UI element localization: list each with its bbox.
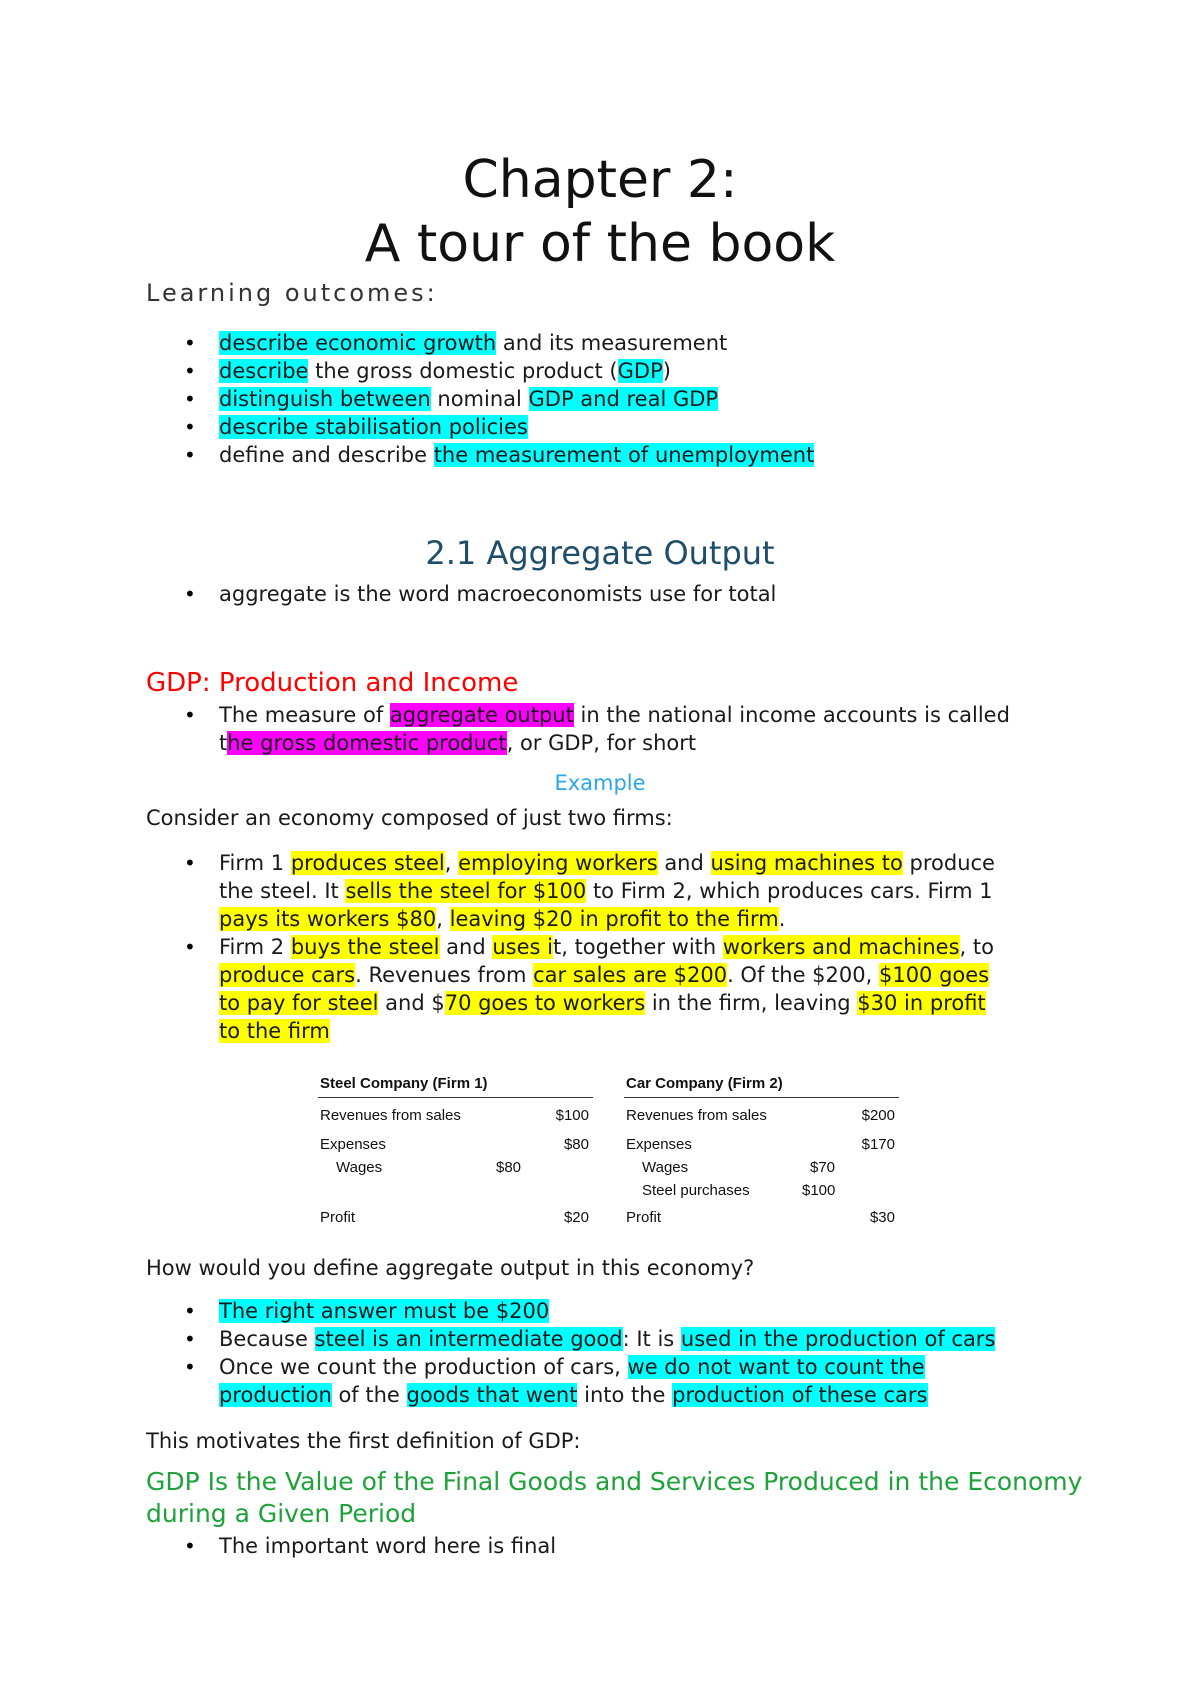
section-heading-aggregate-output: 2.1 Aggregate Output [425, 534, 775, 572]
highlighted-text: pays its workers $80 [219, 907, 437, 931]
highlighted-text: we do not want to count the [627, 1355, 925, 1379]
highlighted-text: leaving $20 in profit to the firm [449, 907, 779, 931]
text-run: . Of the $200, [727, 963, 879, 987]
text-run: t [219, 731, 228, 755]
highlighted-text: describe stabilisation policies [219, 415, 528, 439]
profit-label: Profit [626, 1209, 662, 1226]
revenues-label: Revenues from sales [320, 1107, 461, 1124]
text-run: : It is [622, 1327, 681, 1351]
firm-accounts-figure [318, 1073, 904, 1233]
example-intro: Consider an economy composed of just two firms: [146, 806, 673, 830]
list-item [146, 1297, 995, 1325]
highlighted-text: describe [219, 359, 309, 383]
highlighted-text: production of these cars [672, 1383, 928, 1407]
list-item [146, 877, 995, 905]
highlighted-text: The right answer must be $200 [219, 1299, 550, 1323]
divider [318, 1097, 593, 1098]
highlighted-text: car sales are $200 [533, 963, 728, 987]
chapter-title-line1: Chapter 2: [462, 150, 738, 210]
question-text: How would you define aggregate output in this economy? [146, 1256, 755, 1280]
firm2-list [146, 933, 994, 1045]
expenses-label: Expenses [320, 1136, 386, 1153]
highlighted-text: distinguish between [219, 387, 431, 411]
highlighted-text: uses i [492, 935, 553, 959]
list-item [146, 441, 814, 469]
aggregate-output-list [146, 580, 776, 608]
learning-outcomes-label: Learning outcomes: [146, 279, 438, 307]
highlighted-text: 70 goes to workers [444, 991, 646, 1015]
learning-outcomes-list [146, 329, 814, 469]
list-item [146, 905, 995, 933]
highlighted-text: he gross domestic product [227, 731, 507, 755]
gdp-production-list [146, 701, 1010, 757]
gdp-final-list [146, 1532, 556, 1560]
text-run: Because [219, 1327, 315, 1351]
highlighted-text: production [219, 1383, 332, 1407]
expenses-label: Expenses [626, 1136, 692, 1153]
text-run: The measure of [219, 703, 390, 727]
text-run: in the national income accounts is called [573, 703, 1010, 727]
highlighted-text: used in the production of cars [680, 1327, 996, 1351]
profit-value: $20 [563, 1209, 589, 1226]
wages-value: $70 [810, 1159, 836, 1176]
highlighted-text: produce cars [219, 963, 356, 987]
list-item [146, 357, 814, 385]
text-run: Firm 1 [219, 851, 291, 875]
heading-line: GDP Is the Value of the Final Goods and Services Produced in the Economy [146, 1467, 1083, 1496]
text-run: to Firm 2, which produces cars. Firm 1 [586, 879, 993, 903]
highlighted-text: describe economic growth [219, 331, 497, 355]
text-run: . [778, 907, 786, 931]
highlighted-text: produces steel [290, 851, 445, 875]
highlighted-text: using machines to [710, 851, 903, 875]
text-run: define and describe [219, 443, 434, 467]
text-run: . Revenues from [355, 963, 534, 987]
profit-label: Profit [320, 1209, 356, 1226]
highlighted-text: GDP [617, 359, 663, 383]
highlighted-text: steel is an intermediate good [314, 1327, 623, 1351]
text-run: ) [662, 359, 671, 383]
wages-label: Wages [336, 1159, 383, 1176]
highlighted-text: GDP and real GDP [528, 387, 719, 411]
text-run: , [436, 907, 450, 931]
text-run: produce [902, 851, 995, 875]
list-item [146, 329, 814, 357]
motivation-text: This motivates the first definition of GDP: [146, 1429, 581, 1453]
revenues-label: Revenues from sales [626, 1107, 767, 1124]
example-label: Example [554, 771, 646, 795]
text-run: , [444, 851, 459, 875]
highlighted-text: to pay for steel [219, 991, 379, 1015]
text-run: and its measurement [496, 331, 728, 355]
expenses-value: $80 [563, 1136, 589, 1153]
list-item [146, 849, 995, 877]
chapter-title-line2: A tour of the book [364, 214, 836, 274]
text-run: the steel. It [219, 879, 346, 903]
text-run: nominal [430, 387, 529, 411]
car-company-account [624, 1073, 899, 1233]
text-run: into the [577, 1383, 673, 1407]
text-run: of the [331, 1383, 407, 1407]
car-account-title: Car Company (Firm 2) [626, 1075, 783, 1092]
highlighted-text: to the firm [219, 1019, 330, 1043]
text-run: Firm 2 [219, 935, 291, 959]
text-run: t, together with [552, 935, 723, 959]
steel-purchases-value: $100 [802, 1182, 836, 1199]
highlighted-text: the measurement of unemployment [433, 443, 815, 467]
highlighted-text: workers and machines [722, 935, 960, 959]
text-run: , or GDP, for short [506, 731, 697, 755]
list-item [146, 1532, 556, 1560]
highlighted-text: aggregate output [389, 703, 574, 727]
divider [624, 1097, 899, 1098]
list-item [146, 580, 776, 608]
revenues-value: $200 [861, 1107, 895, 1124]
highlighted-text: sells the steel for $100 [345, 879, 587, 903]
list-item [146, 385, 814, 413]
heading-gdp-production-income: GDP: Production and Income [146, 668, 519, 698]
text-run: and [657, 851, 711, 875]
text-run: The important word here is final [219, 1534, 557, 1558]
profit-value: $30 [869, 1209, 895, 1226]
answer-list [146, 1297, 995, 1409]
text-run: in the firm, leaving [645, 991, 858, 1015]
expenses-value: $170 [861, 1136, 895, 1153]
heading-line: during a Given Period [146, 1499, 417, 1528]
list-item [146, 1017, 994, 1045]
wages-value: $80 [496, 1159, 522, 1176]
list-item [146, 961, 994, 989]
highlighted-text: goods that went [406, 1383, 578, 1407]
firm1-list [146, 849, 995, 933]
list-item [146, 729, 1010, 757]
list-item [146, 701, 1010, 729]
list-item [146, 1325, 995, 1353]
heading-gdp-final-goods [146, 1466, 1096, 1530]
text-run: aggregate is the word macroeconomists use for total [219, 582, 777, 606]
list-item [146, 1381, 995, 1409]
highlighted-text: $30 in profit [857, 991, 986, 1015]
highlighted-text: $100 goes [878, 963, 990, 987]
list-item [146, 989, 994, 1017]
highlighted-text: buys the steel [290, 935, 440, 959]
steel-account-title: Steel Company (Firm 1) [320, 1075, 488, 1092]
text-run: Once we count the production of cars, [219, 1355, 628, 1379]
wages-label: Wages [642, 1159, 689, 1176]
steel-purchases-label: Steel purchases [642, 1182, 750, 1199]
list-item [146, 413, 814, 441]
steel-company-account [318, 1073, 593, 1233]
text-run: and [439, 935, 493, 959]
text-run: and $ [378, 991, 445, 1015]
text-run: the gross domestic product ( [308, 359, 618, 383]
list-item [146, 933, 994, 961]
text-run: , to [959, 935, 994, 959]
list-item [146, 1353, 995, 1381]
revenues-value: $100 [555, 1107, 589, 1124]
highlighted-text: employing workers [458, 851, 658, 875]
